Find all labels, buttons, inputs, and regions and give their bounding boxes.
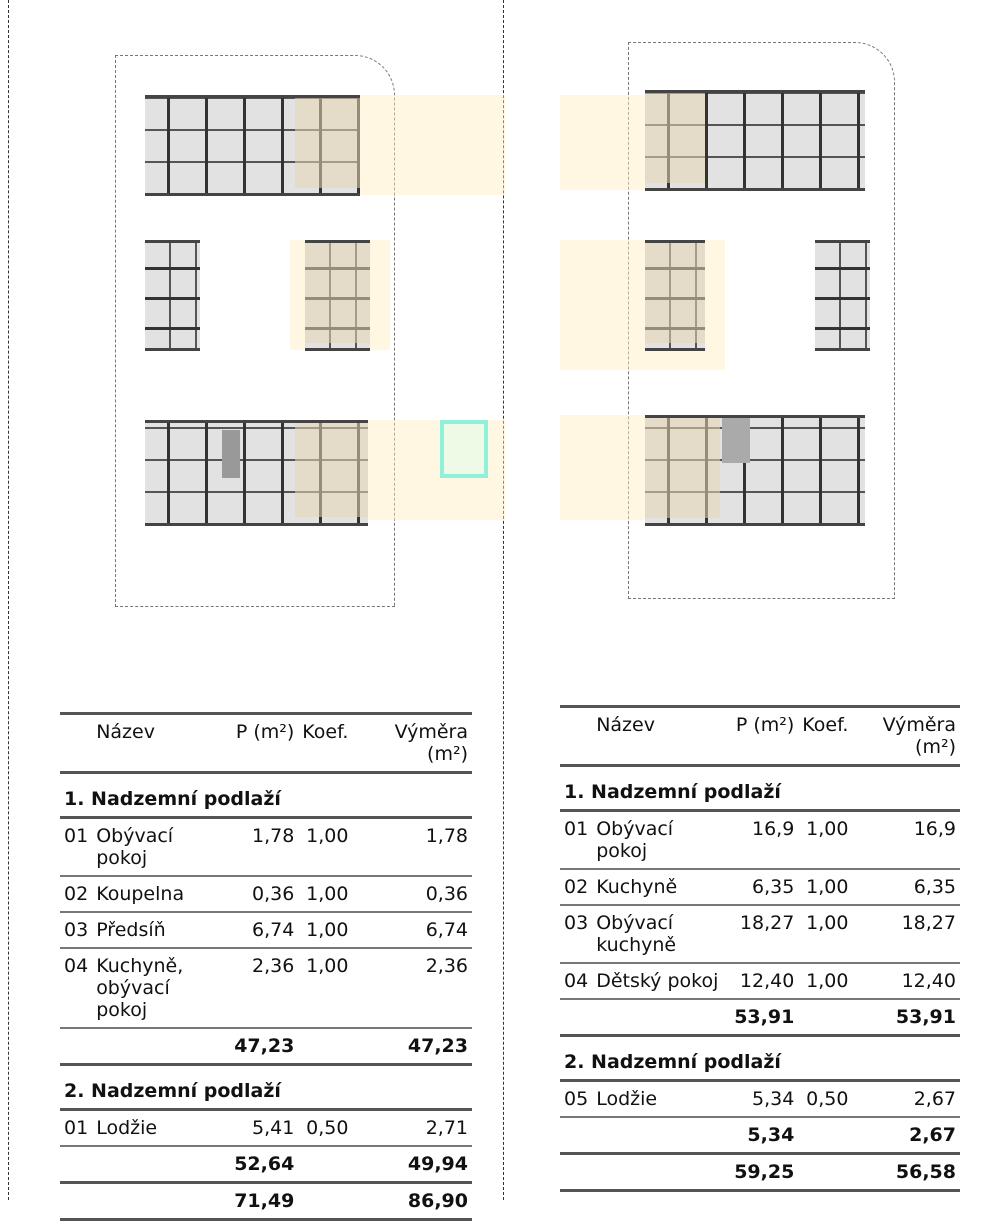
room-number: 02 <box>60 876 92 912</box>
room-measure: 1,78 <box>352 818 472 877</box>
table-row <box>60 948 472 1028</box>
blank <box>592 1154 730 1191</box>
room-area: 12,40 <box>730 963 798 999</box>
header-cell: Výměra (m²) <box>852 707 960 766</box>
page-border <box>8 0 9 1200</box>
section-title-text: 1. Nadzemní podlaží <box>60 773 472 818</box>
room-coefficient: 1,00 <box>298 818 352 877</box>
header-no <box>60 714 92 773</box>
section-title <box>560 766 960 811</box>
section-title-text: 2. Nadzemní podlaží <box>560 1036 960 1081</box>
room-number: 01 <box>60 1110 92 1147</box>
blank <box>560 1154 592 1191</box>
blank <box>60 1146 92 1183</box>
room-name: Kuchyně, obývací pokoj <box>92 948 230 1028</box>
room-number: 04 <box>60 948 92 1028</box>
room-area: 16,9 <box>730 811 798 870</box>
header-cell: P (m²) <box>230 714 298 773</box>
total-measure: 2,67 <box>852 1117 960 1154</box>
section-total <box>560 999 960 1036</box>
total-measure: 47,23 <box>352 1028 472 1065</box>
section-title <box>560 1036 960 1081</box>
room-measure: 0,36 <box>352 876 472 912</box>
section-title <box>60 773 472 818</box>
room-name: Lodžie <box>592 1081 730 1118</box>
header-cell: Název <box>592 707 730 766</box>
room-measure: 6,74 <box>352 912 472 948</box>
room-number: 01 <box>60 818 92 877</box>
room-number: 05 <box>560 1081 592 1118</box>
blank <box>92 1146 230 1183</box>
room-name: Kuchyně <box>592 869 730 905</box>
room-measure: 12,40 <box>852 963 960 999</box>
grand-total-area: 71,49 <box>230 1183 298 1220</box>
blank <box>60 1028 92 1065</box>
blank <box>560 999 592 1036</box>
header-no <box>560 707 592 766</box>
room-coefficient: 0,50 <box>798 1081 852 1118</box>
room-name: Dětský pokoj <box>592 963 730 999</box>
blank <box>592 1117 730 1154</box>
grand-total <box>560 1154 960 1191</box>
blank <box>92 1183 230 1220</box>
room-number: 01 <box>560 811 592 870</box>
room-name: Lodžie <box>92 1110 230 1147</box>
section-title-text: 1. Nadzemní podlaží <box>560 766 960 811</box>
blank <box>560 1117 592 1154</box>
room-coefficient: 1,00 <box>798 869 852 905</box>
room-measure: 16,9 <box>852 811 960 870</box>
room-coefficient: 1,00 <box>798 811 852 870</box>
room-measure: 2,67 <box>852 1081 960 1118</box>
grand-total-measure: 56,58 <box>852 1154 960 1191</box>
header-cell: Koef. <box>298 714 352 773</box>
room-measure: 2,36 <box>352 948 472 1028</box>
header-cell: P (m²) <box>730 707 798 766</box>
room-area: 0,36 <box>230 876 298 912</box>
grand-total-area: 59,25 <box>730 1154 798 1191</box>
blank <box>798 1154 852 1191</box>
header-cell: Název <box>92 714 230 773</box>
total-measure: 49,94 <box>352 1146 472 1183</box>
total-area: 5,34 <box>730 1117 798 1154</box>
room-number: 04 <box>560 963 592 999</box>
room-number: 03 <box>60 912 92 948</box>
blank <box>60 1183 92 1220</box>
room-coefficient: 1,00 <box>798 963 852 999</box>
table-header <box>60 714 472 773</box>
table-row <box>60 1110 472 1147</box>
room-area: 18,27 <box>730 905 798 963</box>
total-area: 53,91 <box>730 999 798 1036</box>
room-area: 5,41 <box>230 1110 298 1147</box>
room-area: 6,35 <box>730 869 798 905</box>
room-area: 5,34 <box>730 1081 798 1118</box>
table-row <box>60 818 472 877</box>
room-name: Obývací kuchyně <box>592 905 730 963</box>
room-area: 2,36 <box>230 948 298 1028</box>
section-title <box>60 1065 472 1110</box>
blank <box>298 1028 352 1065</box>
grand-total-measure: 86,90 <box>352 1183 472 1220</box>
section-total <box>560 1117 960 1154</box>
room-schedule-right <box>560 705 960 1192</box>
header-cell: Výměra (m²) <box>352 714 472 773</box>
total-area: 52,64 <box>230 1146 298 1183</box>
total-measure: 53,91 <box>852 999 960 1036</box>
blank <box>298 1146 352 1183</box>
blank <box>798 999 852 1036</box>
blank <box>298 1183 352 1220</box>
room-number: 02 <box>560 869 592 905</box>
room-measure: 2,71 <box>352 1110 472 1147</box>
header-cell: Koef. <box>798 707 852 766</box>
room-coefficient: 1,00 <box>298 876 352 912</box>
blank <box>592 999 730 1036</box>
room-schedule-left <box>60 712 472 1221</box>
table-header <box>560 707 960 766</box>
selection-marker[interactable] <box>440 420 488 478</box>
room-area: 6,74 <box>230 912 298 948</box>
table-row <box>60 912 472 948</box>
table-row <box>60 876 472 912</box>
blank <box>92 1028 230 1065</box>
room-name: Koupelna <box>92 876 230 912</box>
room-coefficient: 1,00 <box>798 905 852 963</box>
room-area: 1,78 <box>230 818 298 877</box>
room-name: Obývací pokoj <box>92 818 230 877</box>
room-measure: 18,27 <box>852 905 960 963</box>
room-name: Obývací pokoj <box>592 811 730 870</box>
table-row <box>560 1081 960 1118</box>
blank <box>798 1117 852 1154</box>
room-coefficient: 1,00 <box>298 948 352 1028</box>
table-row <box>560 905 960 963</box>
section-total <box>60 1146 472 1183</box>
table-row <box>560 811 960 870</box>
total-area: 47,23 <box>230 1028 298 1065</box>
room-coefficient: 0,50 <box>298 1110 352 1147</box>
table-row <box>560 963 960 999</box>
room-number: 03 <box>560 905 592 963</box>
grand-total <box>60 1183 472 1220</box>
room-coefficient: 1,00 <box>298 912 352 948</box>
section-total <box>60 1028 472 1065</box>
table-row <box>560 869 960 905</box>
room-measure: 6,35 <box>852 869 960 905</box>
section-title-text: 2. Nadzemní podlaží <box>60 1065 472 1110</box>
room-name: Předsíň <box>92 912 230 948</box>
